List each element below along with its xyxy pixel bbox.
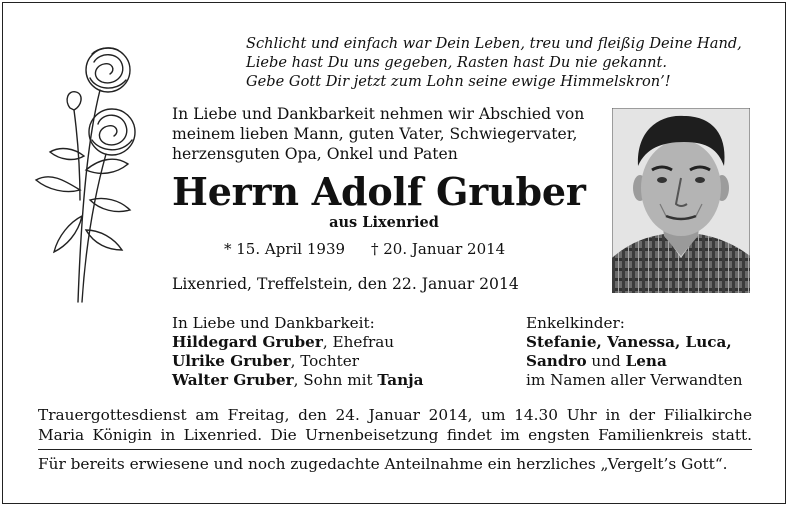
service-info	[38, 405, 752, 445]
divider	[38, 449, 752, 450]
portrait-photo	[612, 108, 750, 293]
thanks-text: Für bereits erwiesene und noch zugedachte Anteilnahme ein herzliches „Vergelt’s Gott“.	[38, 455, 728, 473]
grandchildren-list	[526, 314, 743, 390]
relatives-line: im Namen aller Verwandten	[526, 371, 743, 389]
member-partner: Tanja	[377, 371, 424, 389]
family-heading: In Liebe und Dankbarkeit:	[172, 314, 375, 332]
poem-line: Schlicht und einfach war Dein Leben, treu und fleißig Deine Hand,	[246, 35, 742, 52]
family-list	[172, 314, 424, 390]
rose-bloom-lower-icon	[89, 109, 135, 155]
intro-line: In Liebe und Dankbarkeit nehmen wir Abschied von	[172, 105, 585, 123]
deceased-name: Herrn Adolf Gruber	[172, 169, 586, 214]
grandchildren-names	[526, 352, 743, 371]
death-date: † 20. Januar 2014	[371, 240, 506, 258]
member-relation: , Ehefrau	[322, 333, 395, 351]
rose-bud-icon	[67, 92, 81, 110]
grandchildren-heading: Enkelkinder:	[526, 314, 625, 332]
rose-icon	[30, 40, 142, 310]
poem	[246, 34, 742, 91]
service-line: Maria Königin in Lixenried. Die Urnenbeisetzung findet im engsten Familienkreis statt.	[38, 426, 752, 444]
grandchild-name: Lena	[625, 352, 667, 370]
rose-bloom-upper-icon	[86, 48, 130, 92]
member-name: Walter Gruber	[172, 371, 294, 389]
grandchildren-names	[526, 333, 743, 352]
member-name: Ulrike Gruber	[172, 352, 291, 370]
place-date: Lixenried, Treffelstein, den 22. Januar 2014	[172, 275, 519, 293]
poem-line: Gebe Gott Dir jetzt zum Lohn seine ewige Himmelskron’!	[246, 73, 671, 90]
intro-text	[172, 104, 584, 164]
grandchildren-line: Stefanie, Vanessa, Luca,	[526, 333, 732, 351]
member-name: Hildegard Gruber	[172, 333, 323, 351]
poem-line: Liebe hast Du uns gegeben, Rasten hast Du nie gekannt.	[246, 54, 668, 71]
family-member	[172, 352, 424, 371]
service-line: Trauergottesdienst am Freitag, den 24. Januar 2014, um 14.30 Uhr in der Filialkirche	[38, 406, 752, 424]
deceased-origin: aus Lixenried	[329, 214, 439, 231]
intro-line: meinem lieben Mann, guten Vater, Schwiegervater,	[172, 125, 578, 143]
member-relation: , Tochter	[290, 352, 359, 370]
conjunction: und	[586, 352, 626, 370]
member-relation: , Sohn mit	[293, 371, 378, 389]
birth-date: * 15. April 1939	[224, 240, 346, 258]
family-member	[172, 333, 424, 352]
family-member	[172, 371, 424, 390]
intro-line: herzensguten Opa, Onkel und Paten	[172, 145, 458, 163]
grandchild-name: Sandro	[526, 352, 587, 370]
